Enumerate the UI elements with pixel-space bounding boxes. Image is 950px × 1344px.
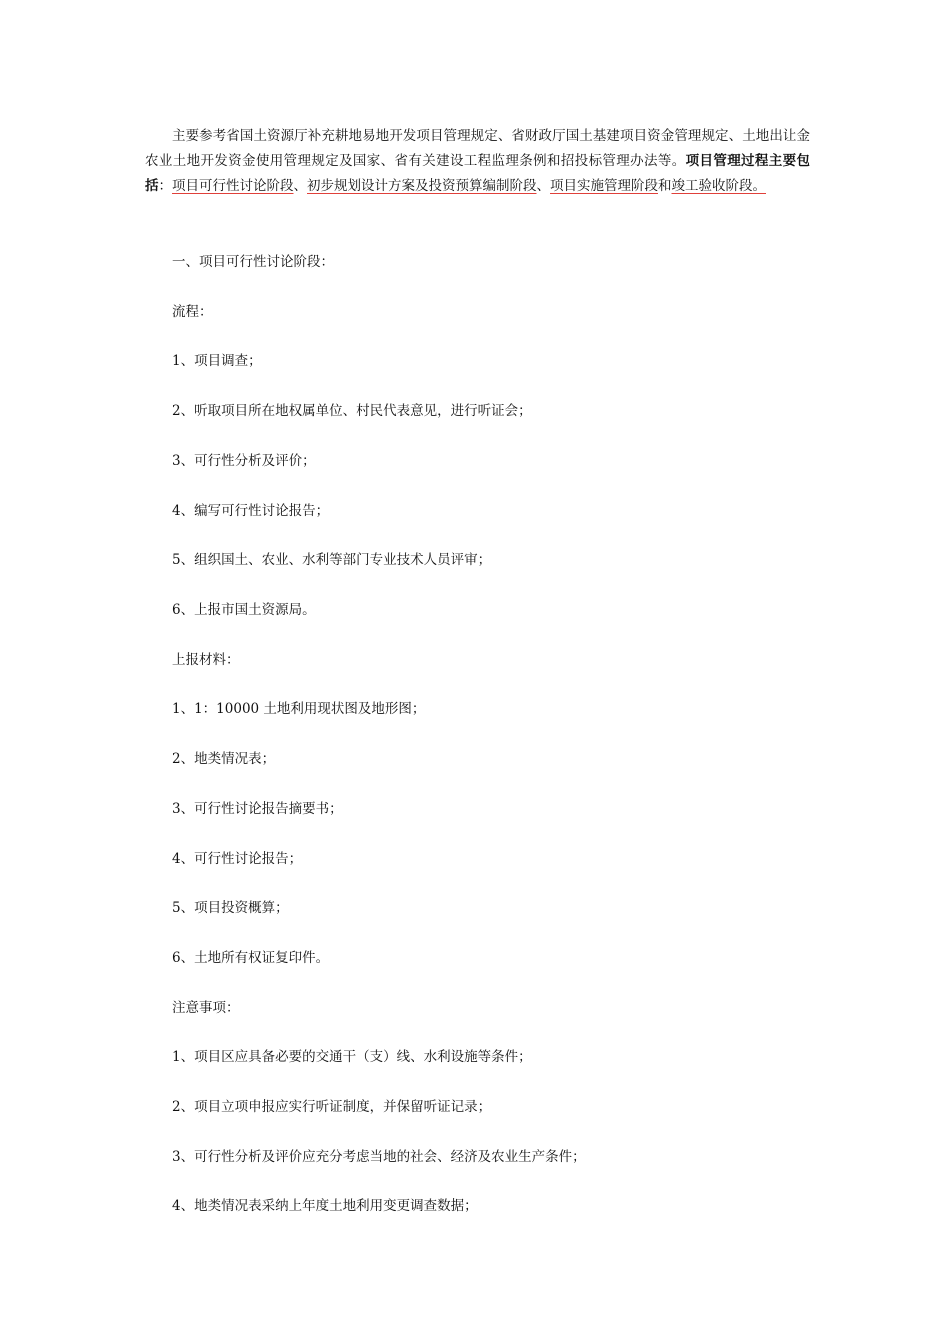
materials-item: 3、可行性讨论报告摘要书；	[172, 801, 343, 817]
intro-bold-text: 项目管理过程主要包括	[145, 153, 811, 194]
notes-label: 注意事项：	[172, 1000, 240, 1016]
materials-item: 1、1：10000 土地利用现状图及地形图；	[172, 701, 426, 717]
stage-link-feasibility: 项目可行性讨论阶段	[172, 178, 294, 194]
materials-item: 2、地类情况表；	[172, 751, 276, 767]
stage-link-design-budget: 初步规划设计方案及投资预算编制阶段	[307, 178, 537, 194]
stage-link-acceptance: 竣工验收阶段。	[671, 178, 766, 194]
process-item: 5、组织国土、农业、水利等部门专业技术人员评审；	[172, 552, 492, 568]
materials-label: 上报材料：	[172, 652, 240, 668]
notes-item: 2、项目立项申报应实行听证制度，并保留听证记录；	[172, 1099, 492, 1115]
process-item: 3、可行性分析及评价；	[172, 453, 316, 469]
process-label: 流程：	[172, 304, 213, 320]
process-item: 6、上报市国土资源局。	[172, 602, 316, 618]
process-item: 2、听取项目所在地权属单位、村民代表意见，进行听证会；	[172, 403, 532, 419]
notes-item: 3、可行性分析及评价应充分考虑当地的社会、经济及农业生产条件；	[172, 1149, 586, 1165]
intro-text: 主要参考省国土资源厅补充耕地易地开发项目管理规定、省财政厅国土基建项目资金管理规定、土地出让金农业土地开发资金使用管理规定及国家、省有关建设工程监理条例和招投标管理办法等。	[145, 128, 810, 169]
materials-item: 4、可行性讨论报告；	[172, 851, 303, 867]
intro-and-word: 和	[658, 178, 672, 194]
section-heading: 一、项目可行性讨论阶段：	[172, 254, 334, 270]
materials-item: 5、项目投资概算；	[172, 900, 289, 916]
intro-separator: 、	[293, 178, 307, 194]
intro-paragraph	[145, 124, 810, 199]
process-item: 4、编写可行性讨论报告；	[172, 503, 330, 519]
notes-item: 1、项目区应具备必要的交通干（支）线、水利设施等条件；	[172, 1049, 532, 1065]
intro-separator: 、	[536, 178, 550, 194]
process-item: 1、项目调查；	[172, 353, 262, 369]
stage-link-implementation: 项目实施管理阶段	[550, 178, 658, 194]
intro-colon: ：	[158, 178, 172, 194]
materials-item: 6、土地所有权证复印件。	[172, 950, 330, 966]
notes-item: 4、地类情况表采纳上年度土地利用变更调查数据；	[172, 1198, 478, 1214]
